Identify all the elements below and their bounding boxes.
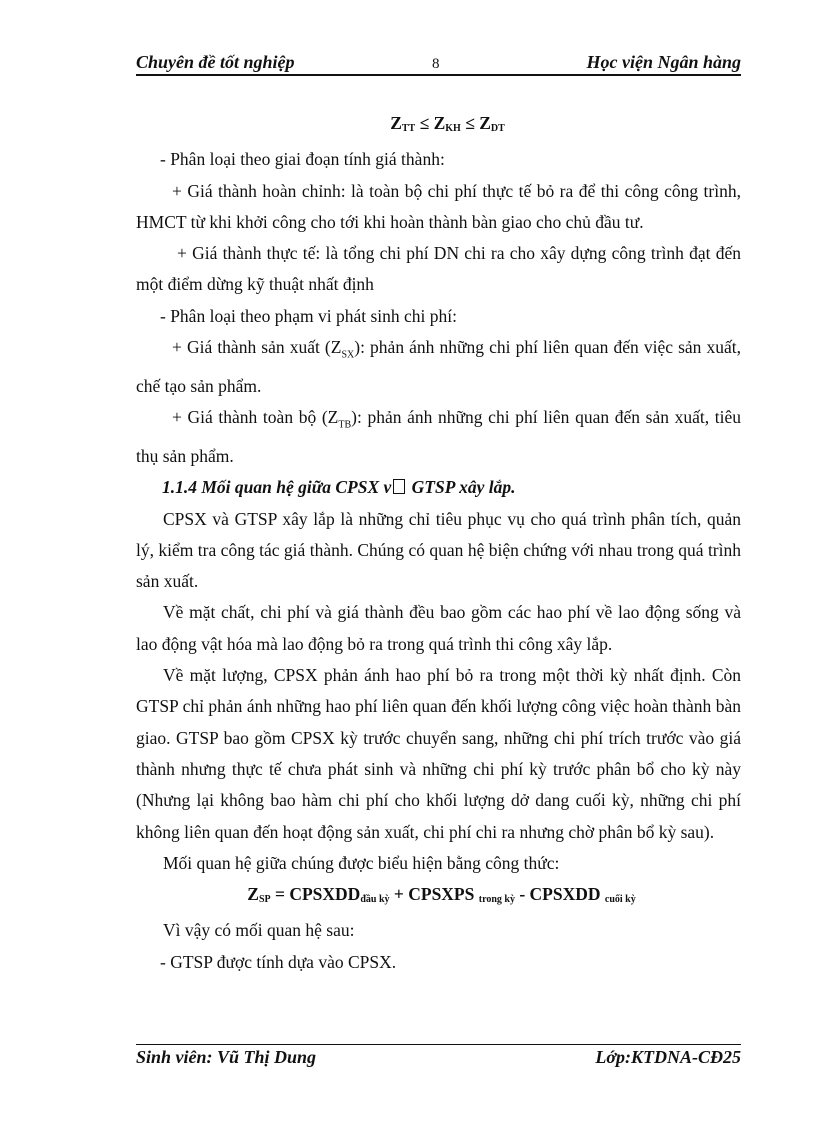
paragraph: Về mặt chất, chi phí và giá thành đều bao gồm các hao phí về lao động sống và lao động vật hóa mà lao động bỏ ra trong quá trình thi công xây lắp. — [136, 602, 741, 654]
paragraph: Mối quan hệ giữa chúng được biểu hiện bằng công thức: — [163, 852, 560, 873]
paragraph: - Phân loại theo giai đoạn tính giá thành: — [160, 149, 445, 170]
footer-class: Lớp:KTDNA-CĐ25 — [595, 1047, 741, 1067]
paragraph: CPSX và GTSP xây lắp là những chỉ tiêu phục vụ cho quá trình phân tích, quản lý, kiểm tra công tác giá thành. Chúng có quan hệ biện chứng với nhau trong quá trình sản xuất. — [136, 508, 741, 592]
footer-student: Sinh viên: Vũ Thị Dung — [136, 1047, 317, 1067]
section-heading: 1.1.4 Mối quan hệ giữa CPSX v GTSP xây lắp. — [162, 477, 516, 498]
header-title: Chuyên đề tốt nghiệp — [136, 52, 295, 72]
cost-price-formula: $Z_{SP}$ = $CPSXDD_{đầu kỳ}$ + CPSXPS $_{trong kỳ}$ - CPSXDD $_{cuối kỳ}$ — [247, 884, 636, 906]
paragraph: + Giá thành toàn bộ $(Z_{TB})$: phản ánh những chi phí liên quan đến sản xuất, tiêu thụ sản phẩm. — [136, 407, 741, 466]
missing-glyph-box — [393, 479, 405, 494]
paragraph: - Phân loại theo phạm vi phát sinh chi phí: — [160, 305, 457, 326]
paragraph: + Giá thành sản xuất $(Z_{SX})$: phản ánh những chi phí liên quan đến việc sản xuất, chế tạo sản phẩm. — [136, 337, 741, 396]
cost-inequality-formula: $Z_{TT} \le Z_{KH} \le Z_{DT}$ — [390, 113, 505, 134]
paragraph: + Giá thành hoàn chỉnh: là toàn bộ chi phí thực tế bỏ ra để thi công công trình, HMCT từ khi khởi công cho tới khi hoàn thành bàn giao cho chủ đầu tư. — [136, 180, 741, 232]
paragraph: Vì vậy có mối quan hệ sau: — [163, 920, 355, 941]
page-header — [136, 48, 741, 76]
header-institution: Học viện Ngân hàng — [586, 52, 741, 72]
page-number: 8 — [432, 56, 440, 72]
page-footer — [136, 1044, 741, 1070]
paragraph: - GTSP được tính dựa vào CPSX. — [160, 951, 397, 972]
paragraph: + Giá thành thực tế: là tổng chi phí DN chi ra cho xây dựng công trình đạt đến một điểm dừng kỹ thuật nhất định — [136, 243, 741, 295]
page-body — [136, 108, 741, 978]
paragraph: Về mặt lượng, CPSX phản ánh hao phí bỏ ra trong một thời kỳ nhất định. Còn GTSP chỉ phản ánh những hao phí liên quan đến khối lượng công việc hoàn thành bàn giao. GTSP bao gồm CPSX kỳ trước chuyển sang, những chi phí trích trước vào giá thành nhưng thực tế chưa phát sinh và những chi phí kỳ trước phân bổ cho kỳ này (Nhưng lại không bao hàm chi phí cho khối lượng dở dang cuối kỳ, những chi phí không liên quan đến hoạt động sản xuất, chi phí chi ra nhưng chờ phân bổ kỳ sau). — [136, 665, 741, 842]
